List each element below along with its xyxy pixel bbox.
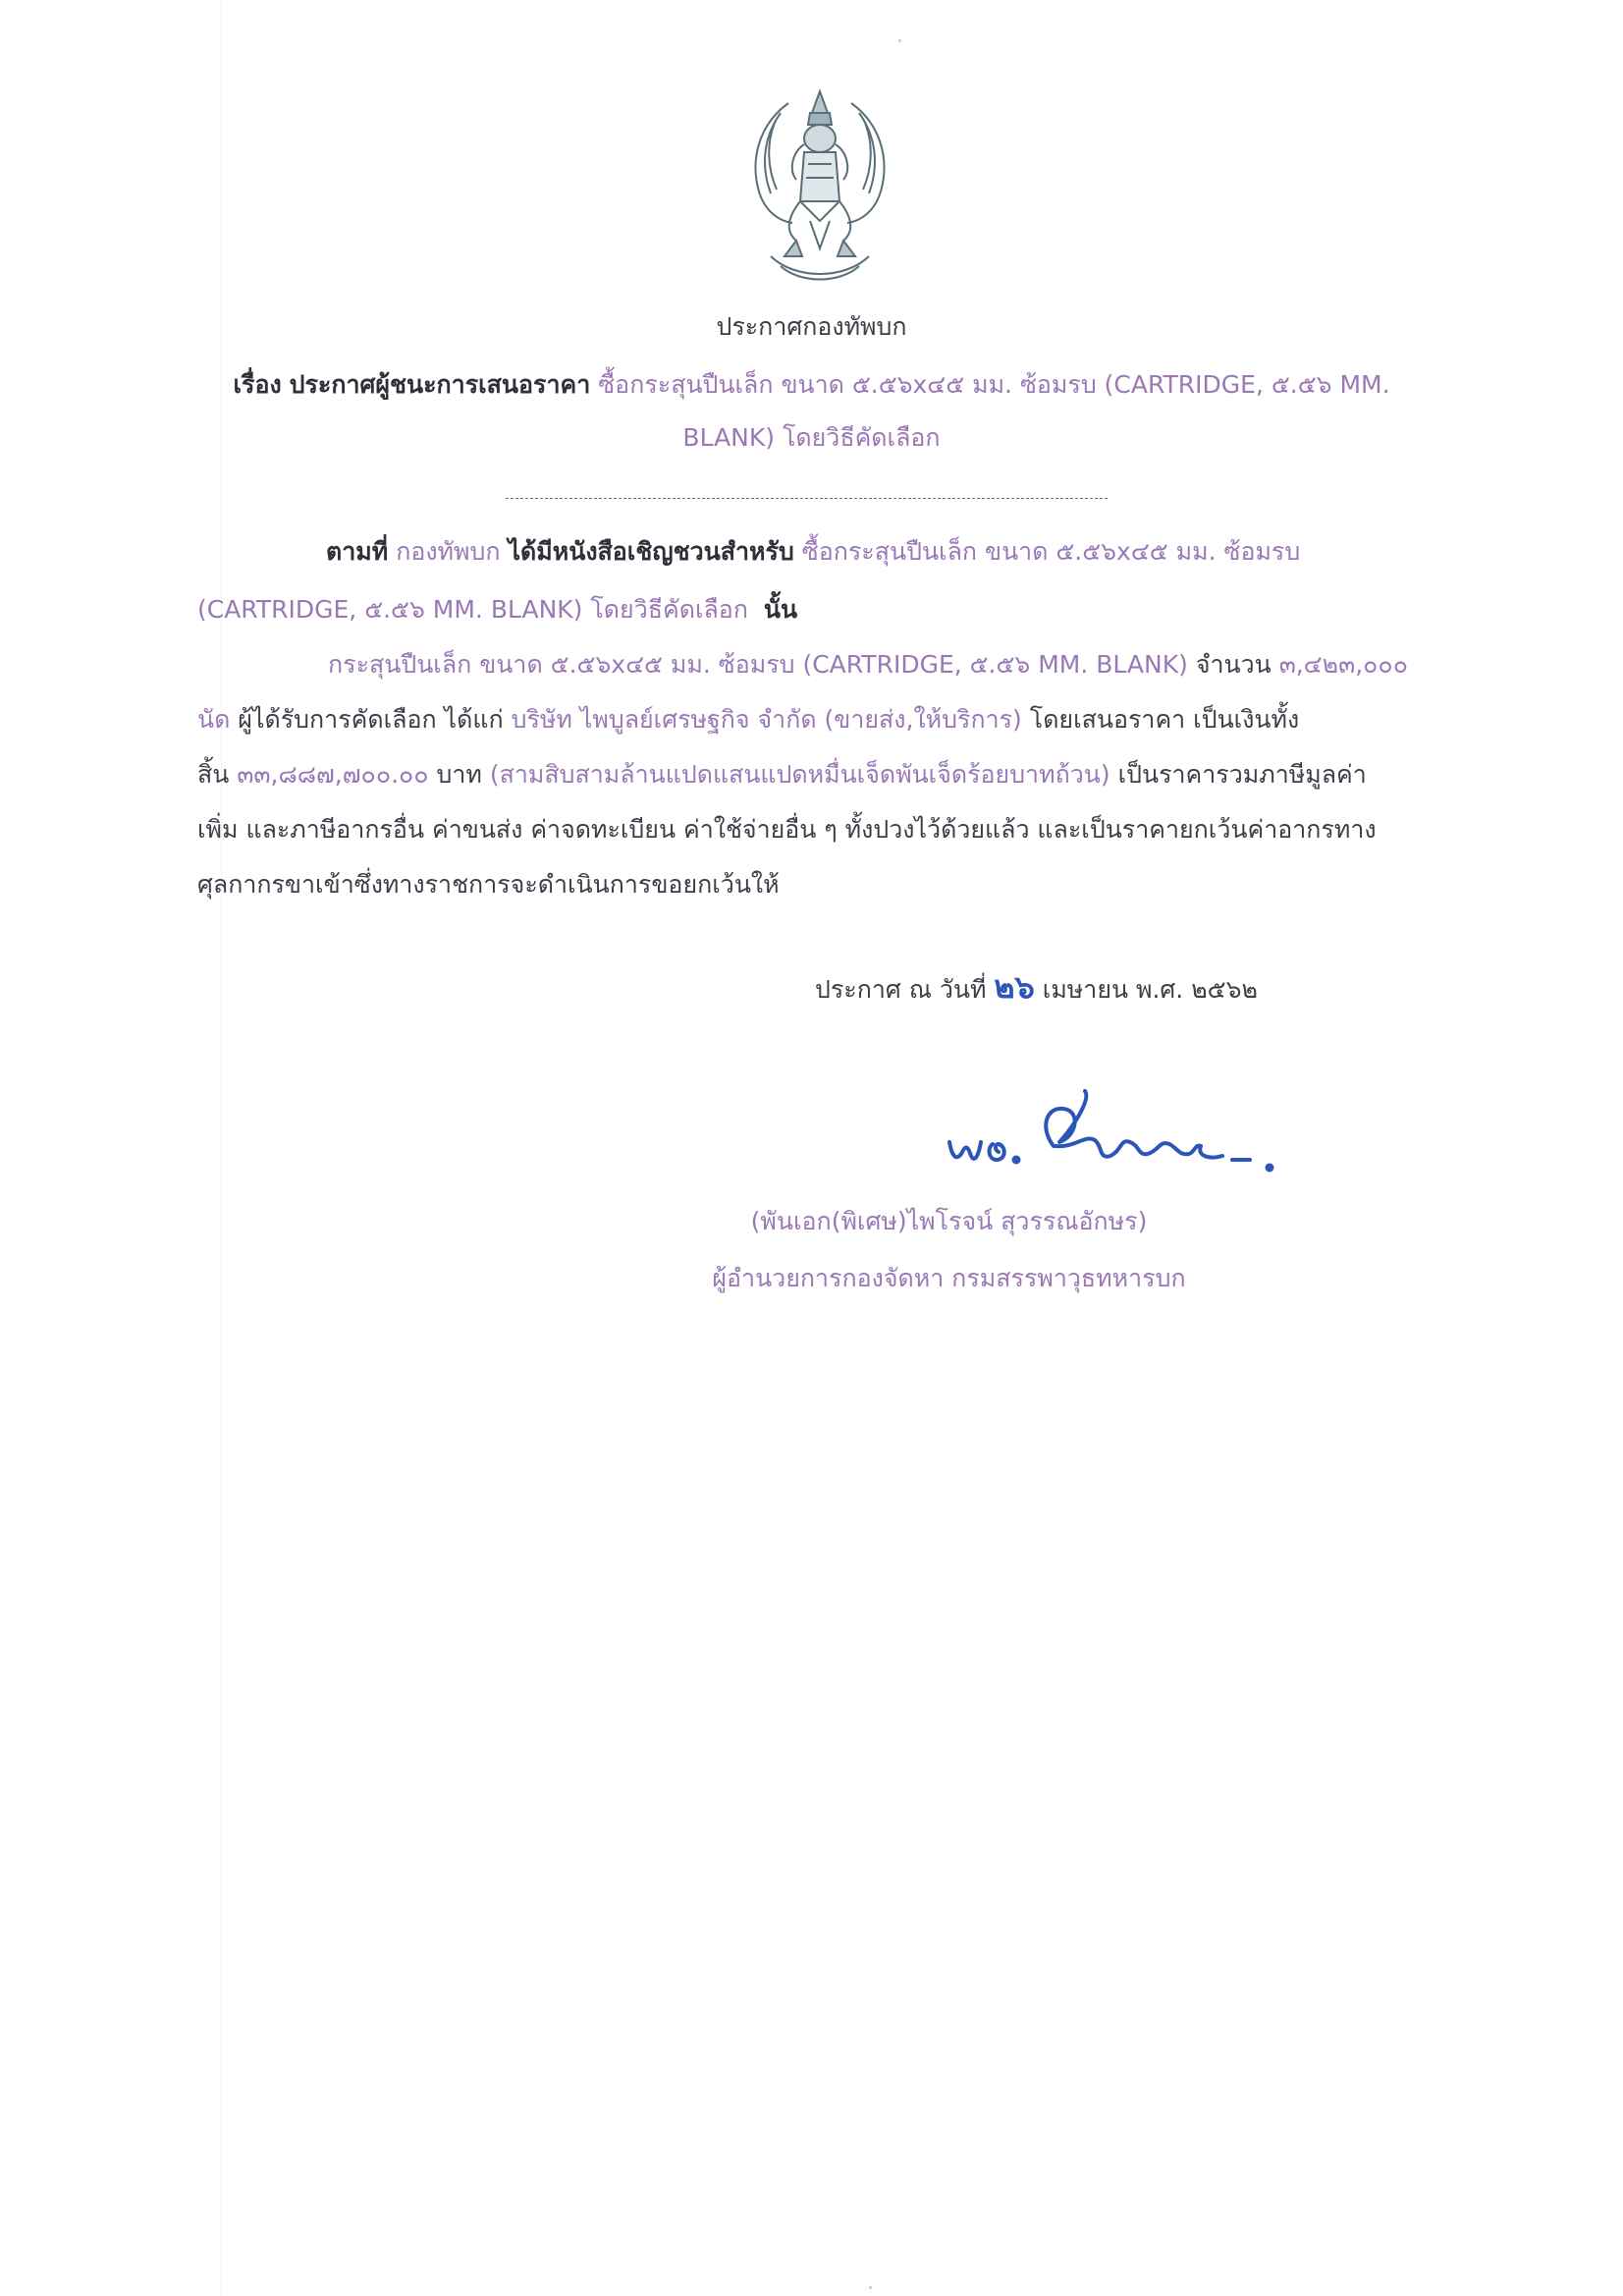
issuer-title — [0, 310, 1623, 344]
p3-qty: ๓,๔๒๓,๐๐๐ — [1278, 650, 1408, 679]
date-day: ๒๖ — [994, 968, 1035, 1006]
signer-position — [0, 1262, 1623, 1295]
p3-qty-label: จำนวน — [1195, 650, 1271, 679]
subject-item-line-2: BLANK) โดยวิธีคัดเลือก — [682, 423, 941, 452]
p7-text: ศุลกากรขาเข้าซึ่งทางราชการจะดำเนินการขอยกเว้นให้ — [197, 870, 780, 899]
date-month-year: เมษายน พ.ศ. ๒๕๖๒ — [1042, 975, 1258, 1004]
subject-line-2 — [0, 421, 1623, 455]
subject-lead: ประกาศผู้ชนะการเสนอราคา — [289, 370, 591, 399]
signer-name — [0, 1205, 1623, 1238]
p1-agency: กองทัพบก — [396, 537, 501, 566]
divider — [506, 498, 1108, 499]
scan-edge-line — [221, 0, 222, 2296]
p1-mid: ได้มีหนังสือเชิญชวนสำหรับ — [508, 537, 794, 566]
subject-line-1 — [0, 368, 1623, 402]
p5-tail: เป็นราคารวมภาษีมูลค่า — [1117, 760, 1367, 789]
p4-price-label: โดยเสนอราคา เป็นเงินทั้ง — [1029, 705, 1300, 734]
announcement-date — [815, 970, 1258, 1007]
p1-item: ซื้อกระสุนปืนเล็ก ขนาด ๕.๕๖x๔๕ มม. ซ้อมรบ — [801, 537, 1301, 566]
body-line-4 — [197, 703, 1299, 737]
body-line-1 — [326, 535, 1300, 569]
subject-label: เรื่อง — [233, 370, 282, 399]
body-line-2 — [197, 593, 797, 627]
p2-item: (CARTRIDGE, ๕.๕๖ MM. BLANK) โดยวิธีคัดเลือก — [197, 595, 748, 624]
date-prefix: ประกาศ ณ วันที่ — [815, 975, 987, 1004]
p4-unit: นัด — [197, 705, 231, 734]
garuda-emblem-icon — [702, 83, 938, 295]
scan-speck — [898, 39, 901, 42]
p2-tail: นั้น — [763, 595, 798, 624]
p3-item: กระสุนปืนเล็ก ขนาด ๕.๕๖x๔๕ มม. ซ้อมรบ (CARTRIDGE, ๕.๕๖ MM. BLANK) — [328, 650, 1188, 679]
scan-speck — [869, 2286, 872, 2289]
subject-item-line-1: ซื้อกระสุนปืนเล็ก ขนาด ๕.๕๖x๔๕ มม. ซ้อมรบ (CARTRIDGE, ๕.๕๖ MM. — [598, 370, 1390, 399]
body-line-5 — [197, 758, 1367, 792]
p5-total-label: สิ้น — [197, 760, 230, 789]
body-line-7 — [197, 868, 780, 902]
handwritten-signature — [938, 1085, 1301, 1193]
p4-winner: บริษัท ไพบูลย์เศรษฐกิจ จำกัด (ขายส่ง,ให้บริการ) — [511, 705, 1022, 734]
p4-winner-label: ผู้ได้รับการคัดเลือก ได้แก่ — [238, 705, 504, 734]
p5-currency: บาท — [436, 760, 482, 789]
signer-position-text: ผู้อำนวยการกองจัดหา กรมสรรพาวุธทหารบก — [712, 1264, 1186, 1292]
body-line-6 — [197, 813, 1377, 847]
issuer-text: ประกาศกองทัพบก — [716, 312, 907, 341]
p5-words: (สามสิบสามล้านแปดแสนแปดหมื่นเจ็ดพันเจ็ดร้อยบาทถ้วน) — [489, 760, 1110, 789]
p1-lead: ตามที่ — [326, 537, 389, 566]
signer-name-text: (พันเอก(พิเศษ)ไพโรจน์ สุวรรณอักษร) — [750, 1207, 1148, 1235]
p6-text: เพิ่ม และภาษีอากรอื่น ค่าขนส่ง ค่าจดทะเบียน ค่าใช้จ่ายอื่น ๆ ทั้งปวงไว้ด้วยแล้ว และเป็นราคายกเว้นค่าอากรทาง — [197, 815, 1377, 844]
body-line-3 — [328, 648, 1408, 682]
p5-total: ๓๓,๘๘๗,๗๐๐.๐๐ — [237, 760, 429, 789]
